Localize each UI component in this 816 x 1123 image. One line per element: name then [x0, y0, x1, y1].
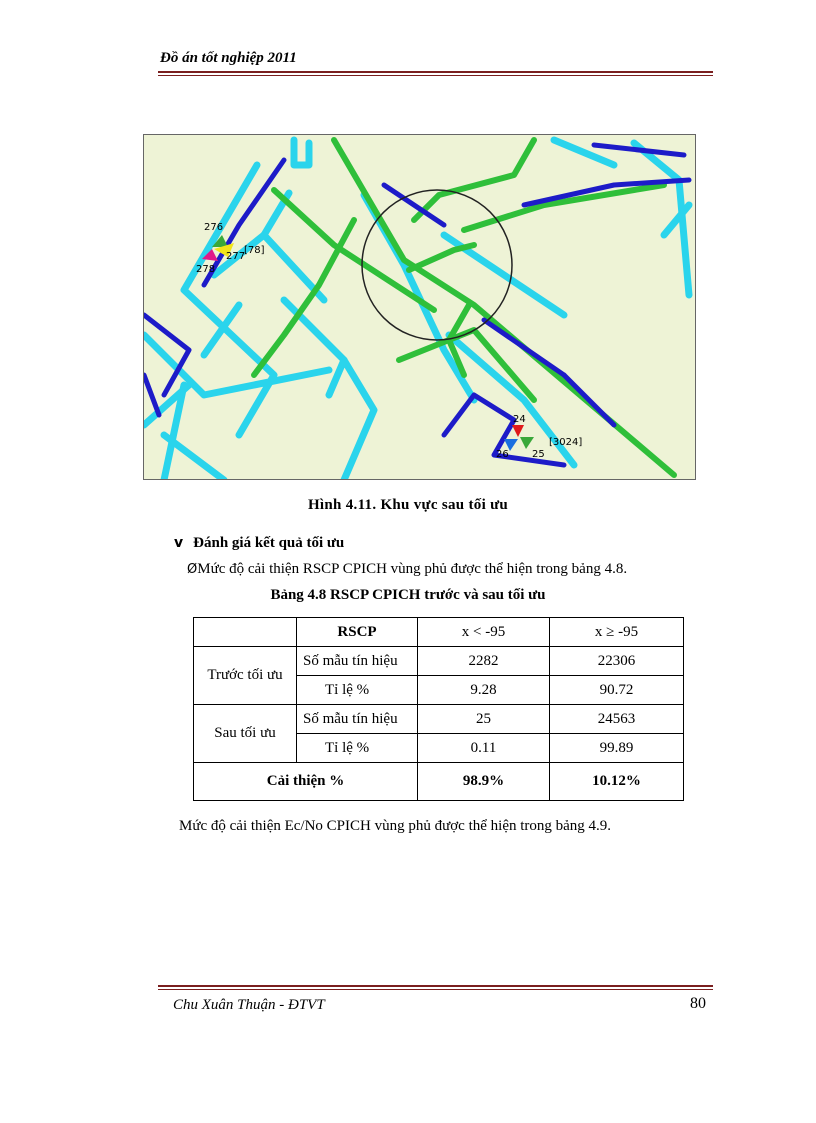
table-cell: 24563: [550, 705, 684, 734]
site-label: [78]: [244, 245, 265, 256]
route-green: [409, 245, 474, 270]
header-title: Đồ án tốt nghiệp 2011: [160, 50, 297, 66]
route-blue: [144, 375, 159, 415]
route-cyan: [164, 435, 224, 480]
route-green: [464, 185, 664, 230]
table-cell: 90.72: [550, 676, 684, 705]
site-label: 277: [226, 251, 246, 262]
page-number: 80: [690, 995, 706, 1012]
site-label: 25: [532, 449, 545, 460]
site-label: 278: [196, 264, 216, 275]
coverage-map-drawing: [144, 135, 696, 480]
table-cell: 9.28: [418, 676, 550, 705]
footer-rule-thin: [158, 989, 713, 990]
group-label: Sau tối ưu: [194, 705, 297, 763]
header-rule-thin: [158, 75, 713, 76]
summary-cell: 98.9%: [418, 763, 550, 801]
table-cell: 22306: [550, 647, 684, 676]
table-row: [194, 705, 684, 734]
table-header-cell: x < -95: [418, 618, 550, 647]
paragraph-ecno: Mức độ cải thiện Ec/No CPICH vùng phủ được thể hiện trong bảng 4.9.: [179, 818, 612, 834]
row-label: Số mẫu tín hiệu: [297, 647, 418, 676]
sector-24-icon: [512, 425, 524, 437]
section-heading-text: Đánh giá kết quả tối ưu: [193, 535, 345, 551]
table-row: [194, 647, 684, 676]
footer-rule: [158, 985, 713, 987]
route-green: [274, 190, 434, 310]
table-header-cell: x ≥ -95: [550, 618, 684, 647]
row-label: Tỉ lệ %: [297, 734, 418, 763]
figure-caption: Hình 4.11. Khu vực sau tối ưu: [307, 497, 509, 513]
route-blue: [484, 320, 564, 375]
table-header-cell: RSCP: [297, 618, 418, 647]
table-header-row: [194, 618, 684, 647]
table-cell: 25: [418, 705, 550, 734]
footer-author: Chu Xuân Thuận - ĐTVT: [173, 997, 325, 1013]
summary-cell: 10.12%: [550, 763, 684, 801]
row-label: Số mẫu tín hiệu: [297, 705, 418, 734]
route-green: [414, 140, 534, 220]
table-summary-row: [194, 763, 684, 801]
route-cyan: [184, 165, 274, 435]
site-label: 24: [513, 414, 526, 425]
checkmark-bullet-icon: v: [174, 535, 184, 551]
coverage-map: [143, 134, 696, 480]
route-cyan: [294, 140, 309, 165]
arrow-bullet-icon: Ø: [187, 562, 198, 577]
site-label: 276: [204, 222, 224, 233]
route-blue: [564, 375, 614, 425]
section-heading: [174, 535, 344, 552]
table-title: Bảng 4.8 RSCP CPICH trước và sau tối ưu: [270, 587, 546, 603]
paragraph-rscp-text: Mức độ cải thiện RSCP CPICH vùng phủ được thể hiện trong bảng 4.8.: [197, 561, 628, 577]
route-cyan: [344, 360, 374, 480]
table-cell: 0.11: [418, 734, 550, 763]
summary-label: Cải thiện %: [194, 763, 418, 801]
table-header-cell: [194, 618, 297, 647]
table-cell: 2282: [418, 647, 550, 676]
sector-25-icon: [520, 437, 534, 449]
site-label: [3024]: [549, 437, 583, 448]
paragraph-rscp: [187, 561, 627, 578]
table-cell: 99.89: [550, 734, 684, 763]
site-label: 26: [496, 449, 509, 460]
group-label: Trước tối ưu: [194, 647, 297, 705]
rscp-table: [193, 617, 684, 801]
header-rule: [158, 71, 713, 73]
row-label: Tỉ lệ %: [297, 676, 418, 705]
